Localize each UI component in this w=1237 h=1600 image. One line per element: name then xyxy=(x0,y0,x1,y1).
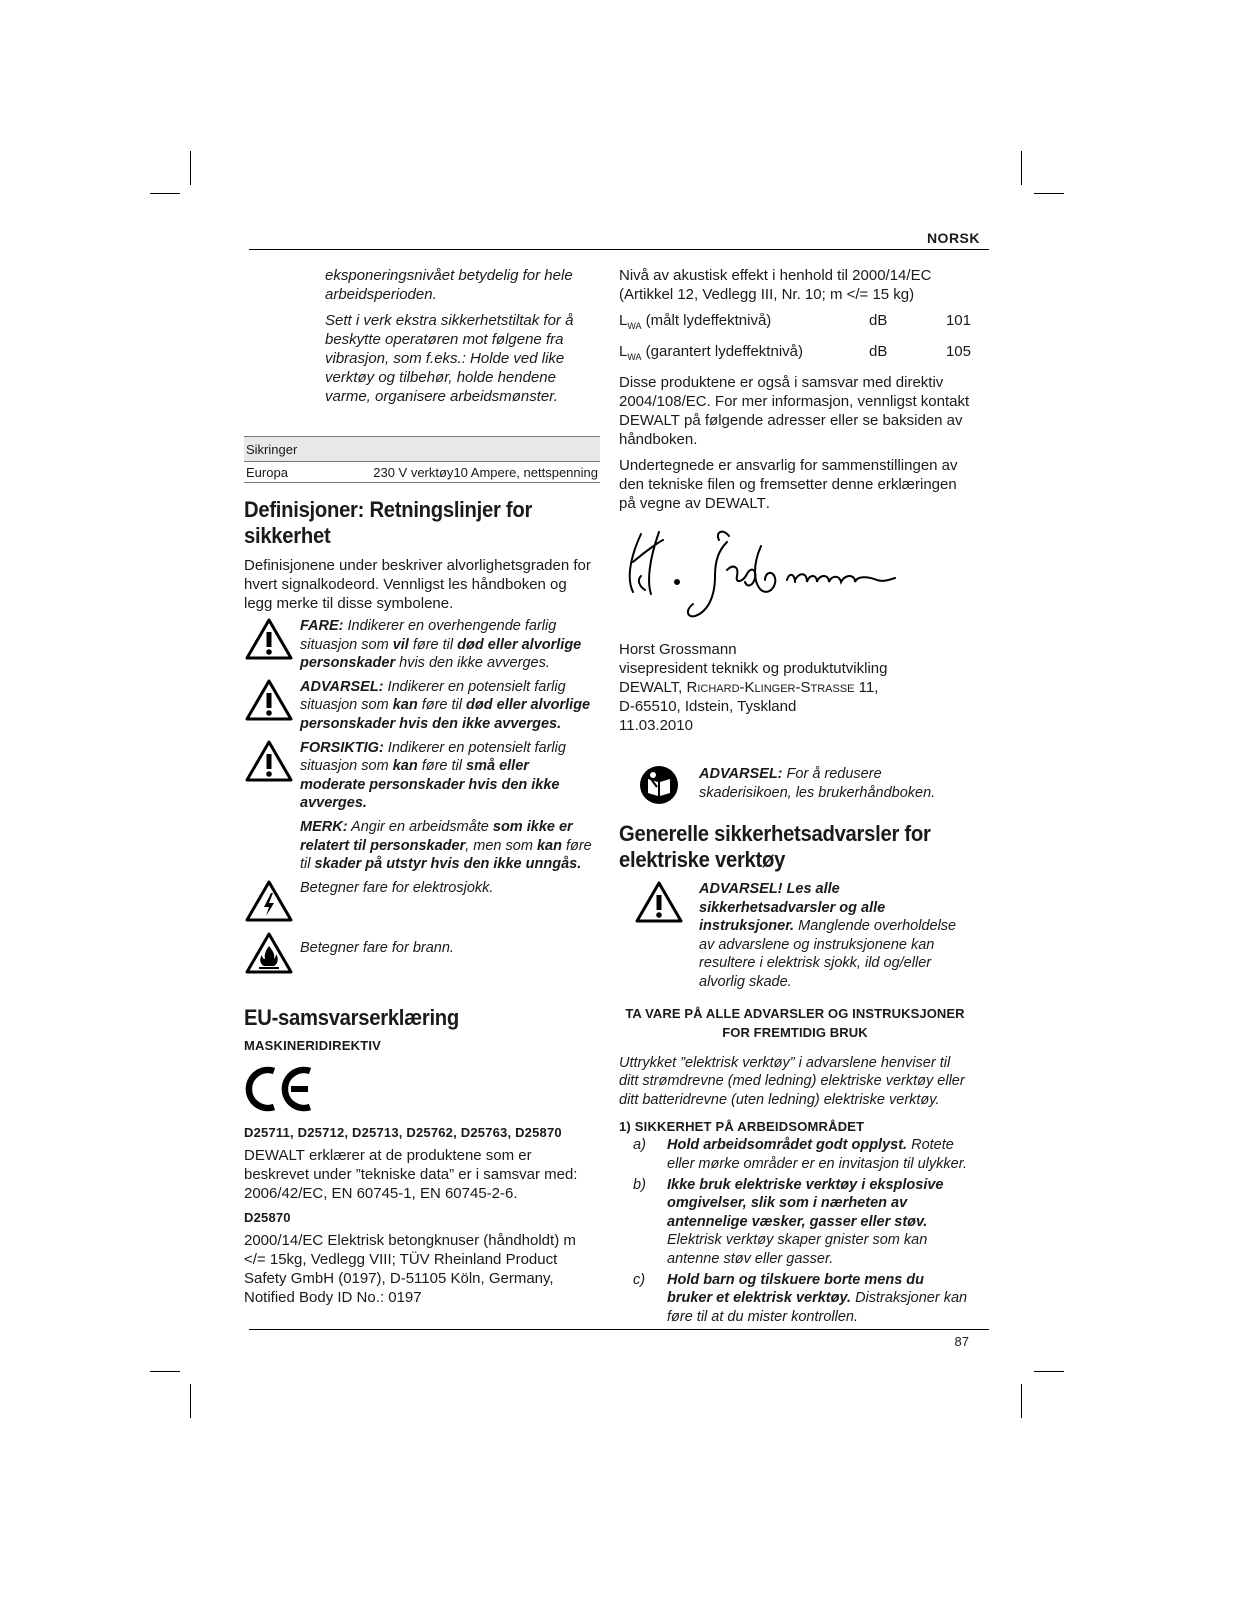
warning-triangle-icon xyxy=(244,617,294,661)
fuse-table-value xyxy=(304,462,601,483)
lwa-label: (garantert lydeffektnivå) xyxy=(641,343,803,360)
header-rule xyxy=(249,249,989,250)
lwa-unit: dB xyxy=(869,312,888,329)
lwa-unit: dB xyxy=(869,343,888,360)
signer-address: DEWALT, Richard-Klinger-Strasse 11, xyxy=(619,679,879,696)
signature xyxy=(619,520,971,632)
fuse-table-voltage: 230 V verktøy xyxy=(373,465,454,480)
list-item: c) Hold barn og tilskuere borte mens du bruker et elektrisk verktøy. Distraksjoner kan føre til at du mister kontrollen. xyxy=(633,1271,968,1325)
fuse-table xyxy=(244,436,600,483)
fuse-table-ampere: 10 Ampere, nettspenning xyxy=(453,465,598,480)
manual-warning xyxy=(619,765,971,805)
crop-mark-bottom-right-h xyxy=(1034,1371,1064,1372)
warn-brann xyxy=(244,931,596,975)
acoustic-intro: Nivå av akustisk effekt i henhold til 2000/14/EC (Artikkel 12, Vedlegg III, Nr. 10; m </= 15 kg) xyxy=(619,267,932,303)
lwa-value: 101 xyxy=(945,312,971,329)
signer-title: visepresident teknikk og produktutvikling xyxy=(619,660,888,677)
warn-fare xyxy=(244,617,596,673)
list-item: b) Ikke bruk elektriske verktøy i eksplosive omgivelser, slik som i nærheten av antennelige væsker, gasser eller støv. Elektrisk verktøy skaper gnister som kan antenne støv eller gasser. xyxy=(633,1176,944,1267)
crop-mark-top-left-v xyxy=(190,151,191,185)
intro-para-1: eksponeringsnivået betydelig for hele arbeidsperioden. xyxy=(325,267,573,303)
crop-mark-top-right-h xyxy=(1034,193,1064,194)
manual-warning-text: ADVARSEL: For å redusere skaderisikoen, les brukerhåndboken. xyxy=(699,766,936,801)
eu-notified: 2000/14/EC Elektrisk betongknuser (håndholdt) m </= 15kg, Vedlegg VIII; TÜV Rheinland Product Safety GmbH (0197), D-51105 Köln, Germany, Notified Body ID No.: 0197 xyxy=(244,1231,576,1306)
definitions-intro: Definisjonene under beskriver alvorlighetsgraden for hvert signalkodeord. Vennligst les håndboken og legg merke til disse symbolene. xyxy=(244,557,591,612)
language-header: NORSK xyxy=(926,230,980,246)
keep-instructions: TA VARE PÅ ALLE ADVARSLER OG INSTRUKSJONER FOR FREMTIDIG BRUK xyxy=(625,1005,965,1040)
footer-rule xyxy=(249,1329,989,1330)
intro-para-2: Sett i verk ekstra sikkerhetstiltak for å beskytte operatøren mot følgene fra vibrasjon, som f.eks.: Holde ved like verktøy og tilbehør, holde hendene varme, organisere arbeidsmønster. xyxy=(325,312,574,405)
signature-image xyxy=(619,520,909,630)
eu-title: EU-samsvarserklæring xyxy=(244,1004,459,1030)
elektro-text: Betegner fare for elektrosjokk. xyxy=(300,879,494,896)
safety-list xyxy=(619,1136,971,1326)
signer-name: Horst Grossmann xyxy=(619,641,737,658)
general-warning xyxy=(619,880,971,992)
eu-models: D25711, D25712, D25713, D25762, D25763, D25870 xyxy=(244,1124,562,1140)
crop-mark-bottom-left-h xyxy=(150,1371,180,1372)
signer-date: 11.03.2010 xyxy=(619,717,693,734)
warn-merk xyxy=(244,818,596,874)
warn-elektro xyxy=(244,879,596,923)
term-explanation: Uttrykket ”elektrisk verktøy” i advarslene henviser til ditt strømdrevne (med ledning) elektriske verktøy eller ditt batteridrevne (uten ledning) elektriske verktøy. xyxy=(619,1054,965,1108)
crop-mark-top-right-v xyxy=(1021,151,1022,185)
page-number: 87 xyxy=(954,1334,969,1349)
definitions-title: Definisjoner: Retningslinjer for sikkerhet xyxy=(244,497,533,548)
warning-triangle-icon xyxy=(244,739,294,783)
signatory-text: Undertegnede er ansvarlig for sammenstillingen av den tekniske filen og fremsetter denne erklæringen på vegne av DEWALT. xyxy=(619,457,958,512)
crop-mark-bottom-right-v xyxy=(1021,1384,1022,1418)
signer-city: D-65510, Idstein, Tyskland xyxy=(619,698,797,715)
compliance-text: Disse produktene er også i samsvar med direktiv 2004/108/EC. For mer informasjon, vennligst kontakt DEWALT på følgende adresser eller se baksiden av håndboken. xyxy=(619,374,970,448)
fire-icon xyxy=(244,931,294,975)
fuse-table-header: Sikringer xyxy=(244,437,600,462)
right-column xyxy=(619,266,971,1328)
eu-subtitle: MASKINERIDIREKTIV xyxy=(244,1037,382,1053)
warning-triangle-icon xyxy=(244,678,294,722)
forsiktig-text: FORSIKTIG: Indikerer en potensielt farlig situasjon som kan føre til små eller moderate personskader hvis den ikke avverges. xyxy=(300,739,566,812)
left-column xyxy=(244,266,596,1314)
advarsel-text: ADVARSEL: Indikerer en potensielt farlig situasjon som kan føre til død eller alvorlige personskader hvis den ikke avverges. xyxy=(300,678,591,732)
crop-mark-top-left-h xyxy=(150,193,180,194)
eu-declaration: DEWALT erklærer at de produktene som er beskrevet under ”tekniske data” er i samsvar med: 2006/42/EC, EN 60745-1, EN 60745-2-6. xyxy=(244,1146,578,1202)
general-warning-text: ADVARSEL! Les alle sikkerhetsadvarsler og alle instruksjoner. Manglende overholdelse av advarslene og instruksjonene kan resultere i elektrisk sjokk, ild og/eller alvorlig skade. xyxy=(699,881,957,990)
merk-text: MERK: Angir en arbeidsmåte som ikke er relatert til personskader, men som kan føre til skader på utstyr hvis den ikke unngås. xyxy=(300,818,592,873)
warn-advarsel xyxy=(244,678,596,734)
ce-mark xyxy=(244,1065,596,1115)
warning-triangle-icon xyxy=(634,880,684,924)
ce-mark-icon xyxy=(244,1065,316,1113)
lwa-label: (målt lydeffektnivå) xyxy=(641,312,772,329)
brann-text: Betegner fare for brann. xyxy=(300,939,454,956)
warn-forsiktig xyxy=(244,739,596,813)
general-title: Generelle sikkerhetsadvarsler for elektriske verktøy xyxy=(619,821,931,872)
lwa-row: $L_{WA}$ (garantert lydeffektnivå) dB 105 xyxy=(619,342,971,367)
section-1-heading: 1) SIKKERHET PÅ ARBEIDSOMRÅDET xyxy=(619,1119,865,1135)
lwa-row: $L_{WA}$ (målt lydeffektnivå) dB 101 xyxy=(619,311,971,336)
fuse-table-region: Europa xyxy=(244,462,304,483)
lwa-value: 105 xyxy=(945,343,971,360)
read-manual-icon xyxy=(639,765,679,805)
fare-text: FARE: Indikerer en overhengende farlig situasjon som vil føre til død eller alvorlige personskader hvis den ikke avverges. xyxy=(300,618,582,672)
eu-model-single: D25870 xyxy=(244,1209,291,1225)
electric-shock-icon xyxy=(244,879,294,923)
list-item: a) Hold arbeidsområdet godt opplyst. Rotete eller mørke områder er en invitasjon til ulykker. xyxy=(633,1137,968,1172)
crop-mark-bottom-left-v xyxy=(190,1384,191,1418)
signer-block xyxy=(619,640,971,735)
